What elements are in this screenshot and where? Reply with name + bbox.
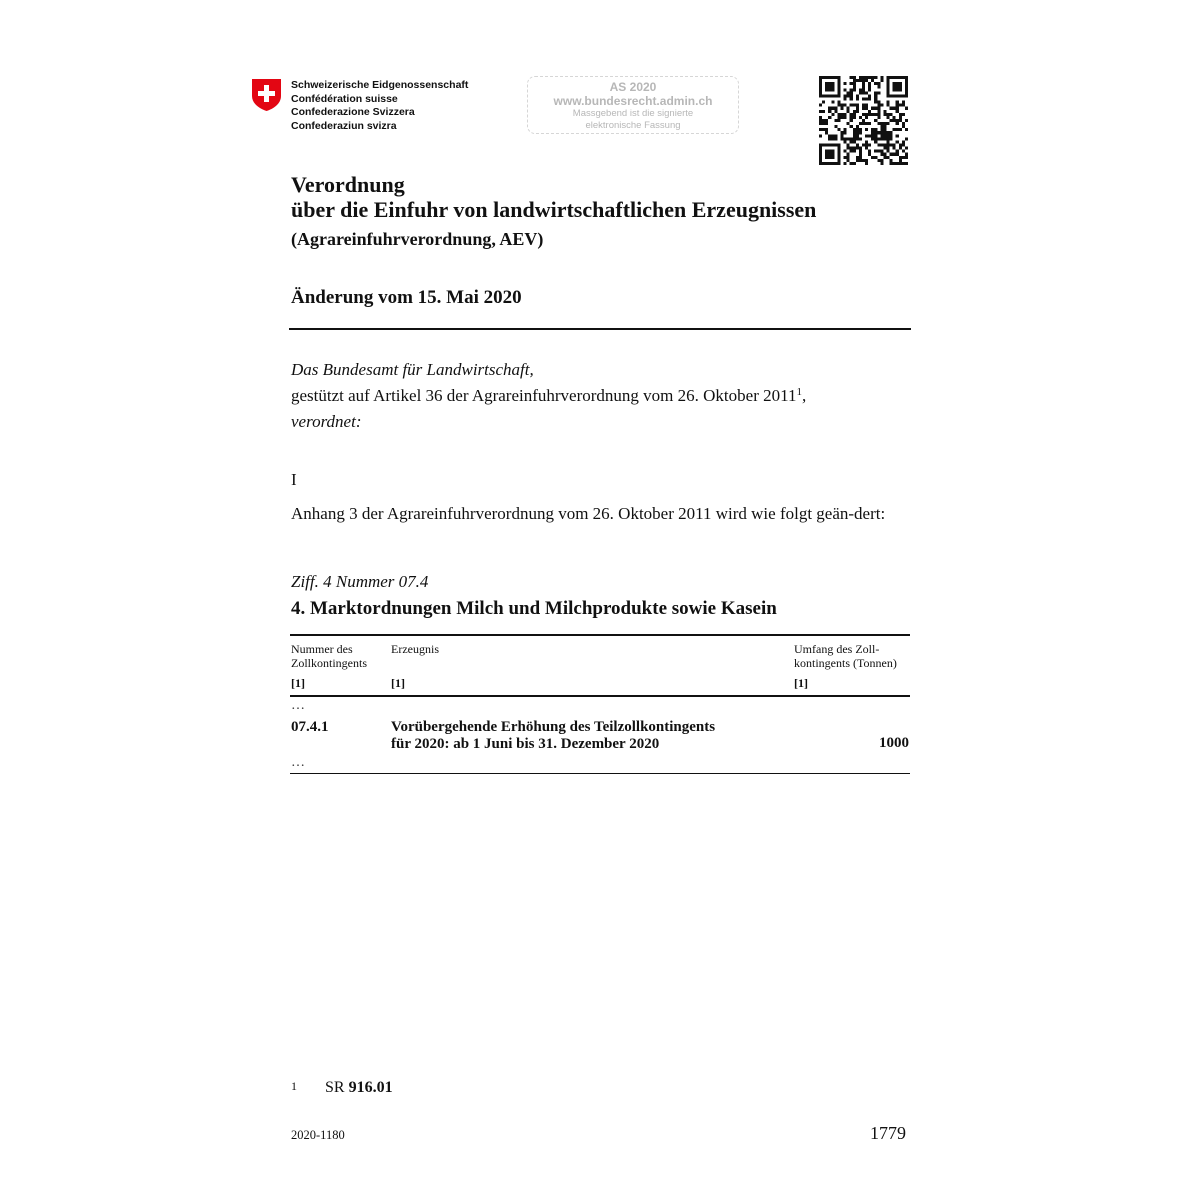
title-line-2: über die Einfuhr von landwirtschaftlichen Erzeugnissen bbox=[291, 197, 817, 222]
preamble-basis bbox=[291, 386, 806, 406]
table-row-number: 07.4.1 bbox=[291, 719, 329, 735]
preamble-basis-text: gestützt auf Artikel 36 der Agrareinfuhrverordnung vom 26. Oktober 2011 bbox=[291, 386, 797, 405]
amendment-instruction: Anhang 3 der Agrareinfuhrverordnung vom 26. Oktober 2011 wird wie folgt geän-dert: bbox=[291, 504, 886, 523]
table-header-number bbox=[291, 642, 367, 670]
table-header-number-line-1: Nummer des bbox=[291, 642, 353, 656]
footnote-reference[interactable]: 1 bbox=[796, 386, 802, 398]
title-divider bbox=[289, 328, 911, 330]
confederation-line-it: Confederazione Svizzera bbox=[291, 106, 415, 118]
table-header-rule bbox=[290, 695, 910, 697]
table-top-rule bbox=[290, 634, 910, 636]
qr-code-icon bbox=[819, 76, 908, 165]
ziffer-reference: Ziff. 4 Nummer 07.4 bbox=[291, 572, 429, 591]
preamble-basis-end: , bbox=[801, 386, 807, 405]
table-header-volume bbox=[794, 642, 897, 670]
stamp-note-2: elektronische Fassung bbox=[585, 120, 681, 131]
table-bottom-rule bbox=[290, 773, 910, 774]
table-ref-volume[interactable]: [1] bbox=[794, 676, 808, 690]
table-ellipsis-bottom: … bbox=[291, 755, 305, 770]
table-header-volume-line-2: kontingents (Tonnen) bbox=[794, 656, 897, 670]
table-header-volume-line-1: Umfang des Zoll- bbox=[794, 642, 880, 656]
title-line-1: Verordnung bbox=[291, 172, 405, 197]
document-title bbox=[291, 172, 816, 222]
footnote-sr-number[interactable]: 916.01 bbox=[348, 1079, 393, 1096]
preamble-authority: Das Bundesamt für Landwirtschaft, bbox=[291, 360, 534, 379]
page-number: 1779 bbox=[870, 1123, 906, 1143]
section-heading: 4. Marktordnungen Milch und Milchprodukte sowie Kasein bbox=[291, 598, 777, 619]
confederation-line-de: Schweizerische Eidgenossenschaft bbox=[291, 79, 469, 91]
table-ref-number[interactable]: [1] bbox=[291, 676, 305, 690]
footnote-text bbox=[325, 1079, 393, 1097]
confederation-name bbox=[291, 79, 468, 133]
table-header-product: Erzeugnis bbox=[391, 642, 439, 656]
publication-stamp bbox=[527, 76, 739, 134]
swiss-cross-icon bbox=[251, 78, 282, 112]
table-row-description-line-2: für 2020: ab 1 Juni bis 31. Dezember 2020 bbox=[391, 735, 660, 752]
stamp-as: AS 2020 bbox=[609, 80, 657, 94]
table-row-description-line-1: Vorübergehende Erhöhung des Teilzollkontingents bbox=[391, 719, 716, 735]
table-ref-product[interactable]: [1] bbox=[391, 676, 405, 690]
stamp-url: www.bundesrecht.admin.ch bbox=[553, 94, 713, 108]
part-numeral: I bbox=[291, 470, 297, 489]
document-subtitle: (Agrareinfuhrverordnung, AEV) bbox=[291, 229, 544, 249]
footnote-number: 1 bbox=[291, 1079, 297, 1093]
footnote-prefix: SR bbox=[325, 1079, 345, 1096]
amendment-date: Änderung vom 15. Mai 2020 bbox=[291, 287, 522, 308]
table-row-description bbox=[391, 719, 715, 752]
confederation-line-fr: Confédération suisse bbox=[291, 92, 398, 105]
table-row-amount: 1000 bbox=[879, 735, 909, 751]
stamp-note-1: Massgebend ist die signierte bbox=[572, 108, 694, 119]
table-header-number-line-2: Zollkontingents bbox=[291, 656, 367, 670]
document-number: 2020-1180 bbox=[291, 1128, 345, 1142]
confederation-line-rm: Confederaziun svizra bbox=[291, 119, 397, 132]
table-ellipsis-top: … bbox=[291, 698, 305, 713]
preamble-decree: verordnet: bbox=[291, 412, 362, 431]
